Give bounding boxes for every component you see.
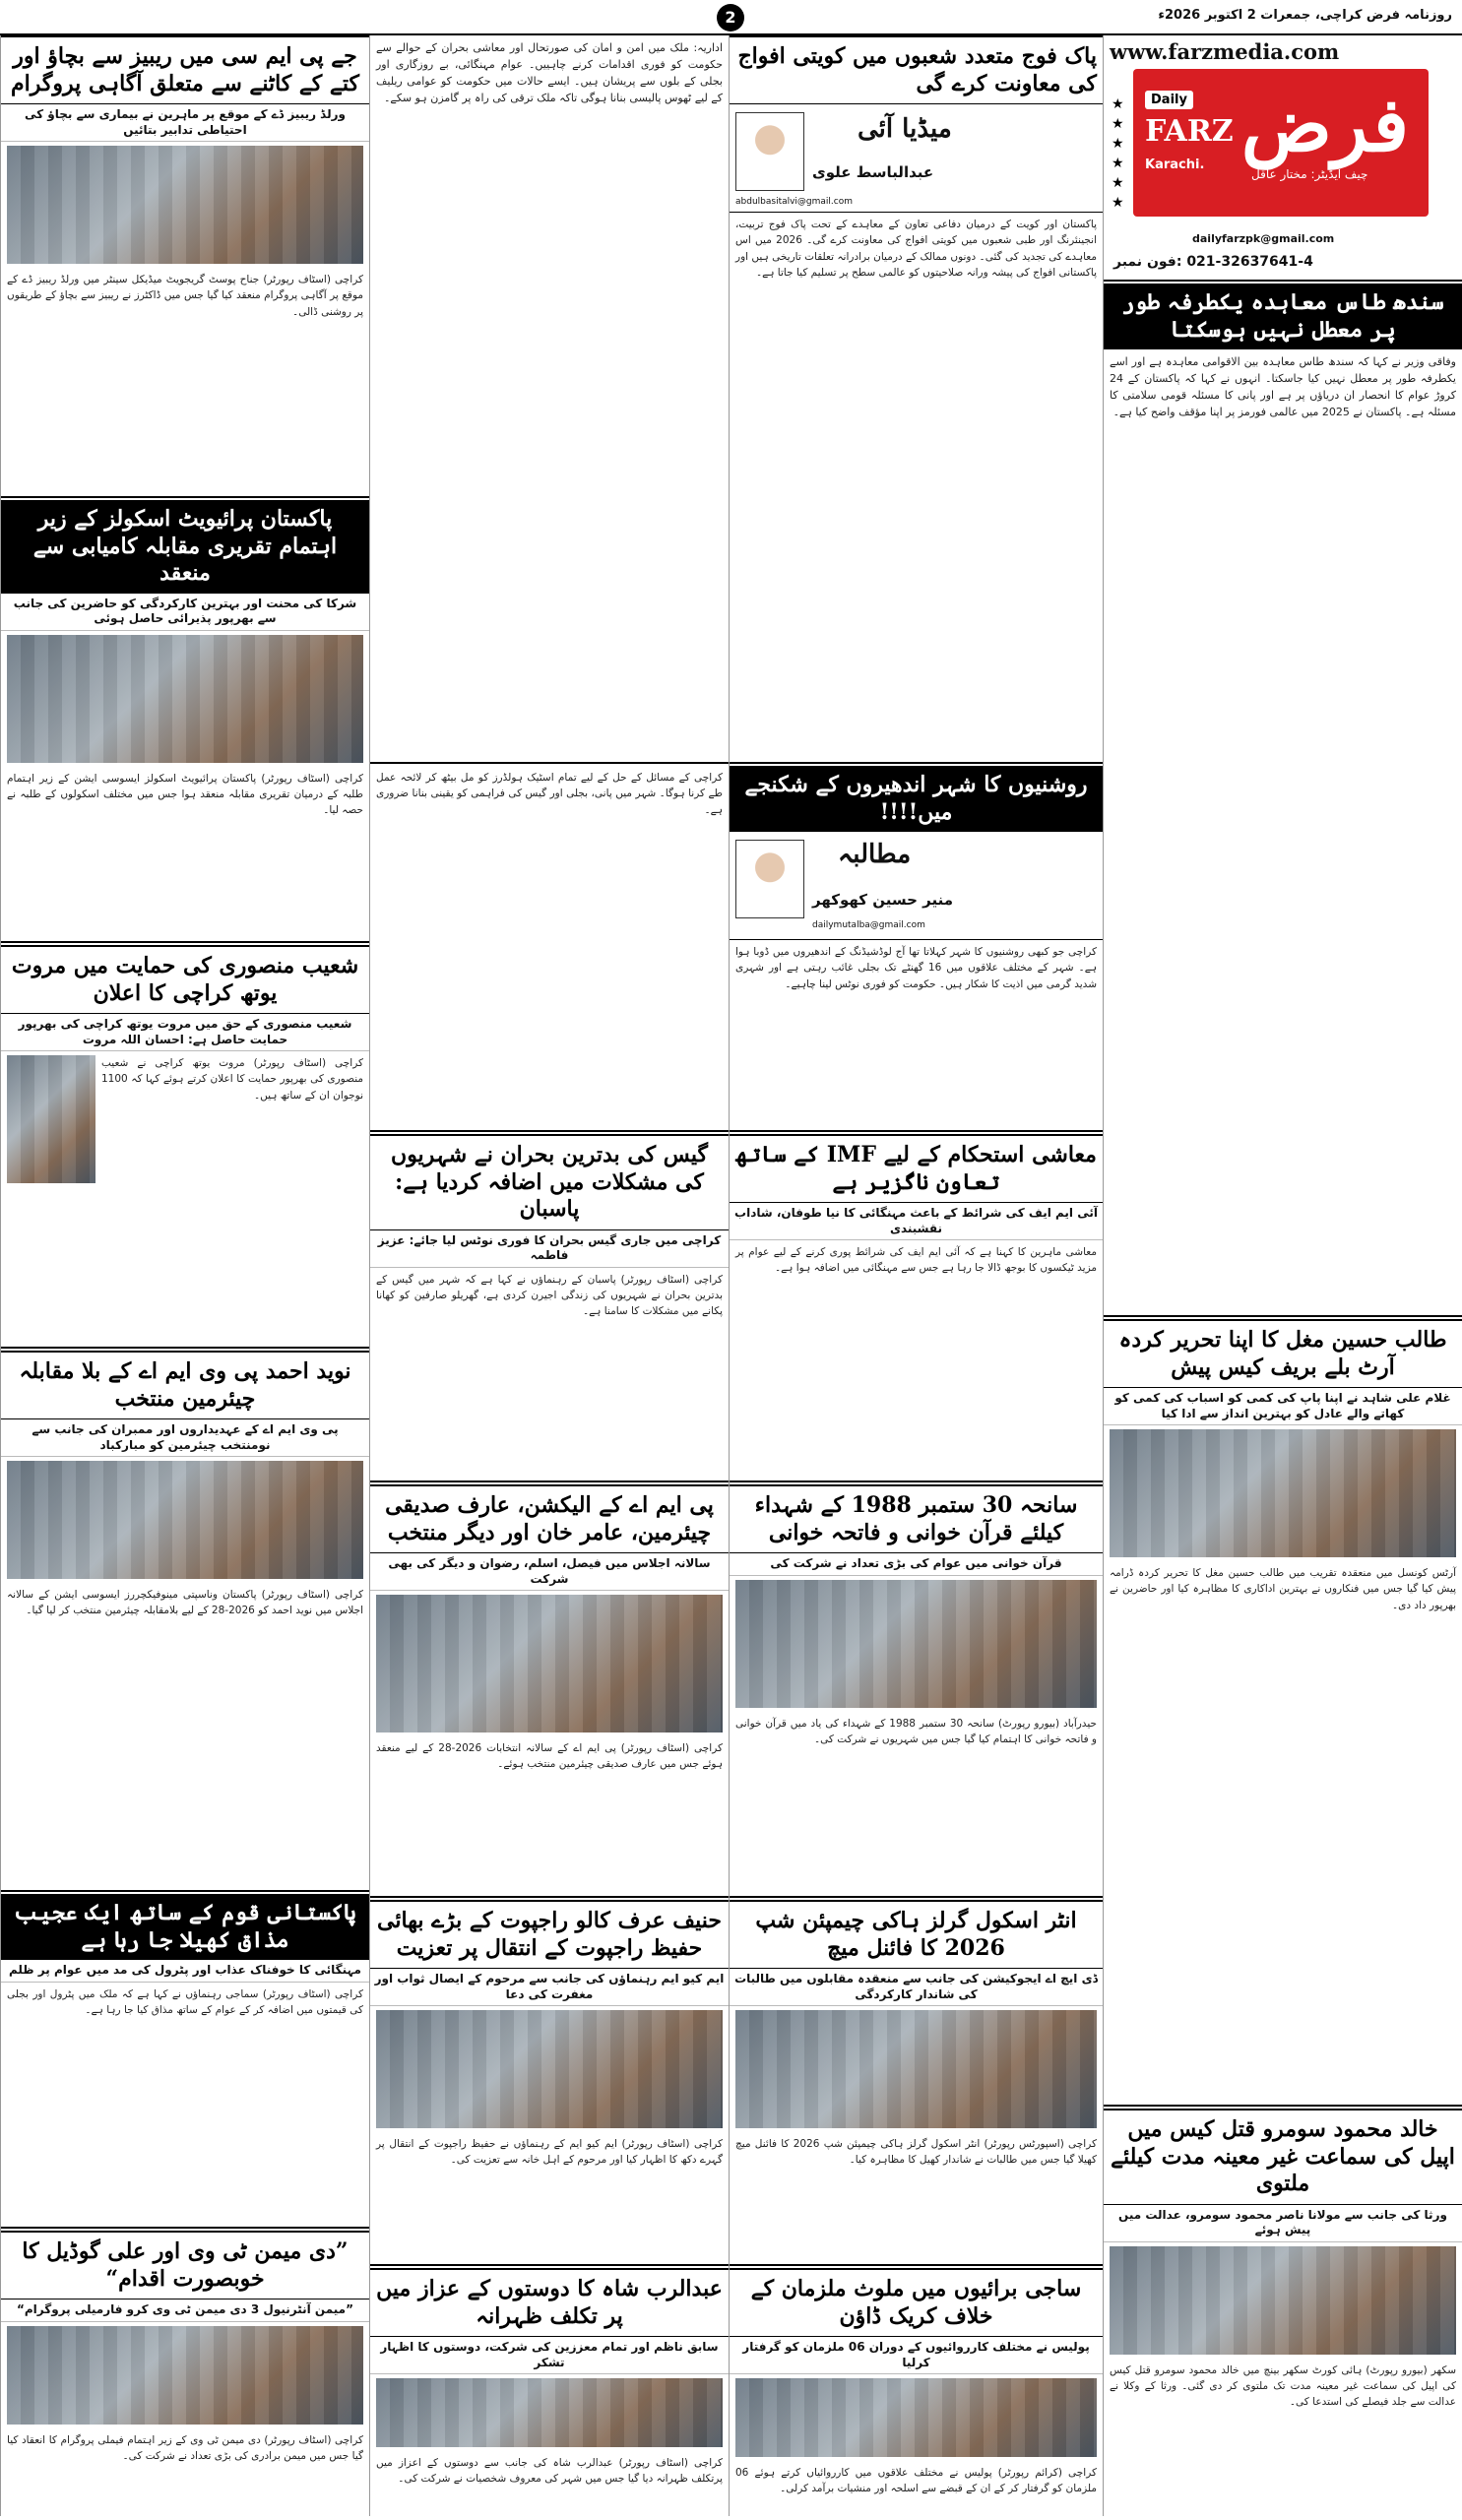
story-city-lights: [730, 766, 1103, 1132]
story-pvma-chairman: [1, 1351, 369, 1892]
story-indus-treaty: [1104, 284, 1462, 1317]
story-crackdown: [730, 2268, 1103, 2516]
issue-date: روزنامہ فرض کراچی، جمعرات 2 اکتوبر 2026ء: [1158, 8, 1452, 23]
columnist-name: عبدالباسط علوی: [812, 163, 934, 181]
masthead-phone: 021-32637641-4 :فون نمبر: [1113, 254, 1313, 270]
story-body: پاکستان اور کویت کے درمیان دفاعی تعاون کے معاہدے کے تحت پاک فوج تربیت، انجینئرنگ اور طبی شعبوں میں کویتی افواج کی معاونت کرے گی۔ 2026 میں اس معاہدے کی تجدید کی گئی۔ دونوں ممالک کے درمیان برادرانہ تعلقات تاریخی ہیں اور پاکستانی افواج کی پیشہ ورانہ صلاحیتوں کو عالمی سطح پر تسلیم کیا جاتا ہے۔: [735, 219, 1097, 279]
story-imf: [730, 1134, 1103, 1482]
story-body: کراچی (اسٹاف رپورٹر) سماجی رہنماؤں نے کہا ہے کہ ملک میں پٹرول اور بجلی کی قیمتوں میں اضافہ کر کے عوام کے ساتھ مذاق کیا جا رہا ہے۔: [7, 1987, 363, 2016]
headline: روشنیوں کا شہر اندھیروں کے شکنجے میں!!!!: [730, 766, 1103, 832]
logo-city: Karachi.: [1145, 158, 1205, 172]
news-photo: [7, 1461, 363, 1579]
columnist-box: [730, 832, 1103, 940]
subheadline: ”میمن آنٹرنیول 3 دی میمن ٹی وی کرو فارمیلی پروگرام“: [1, 2300, 369, 2322]
subheadline: قرآن خوانی میں عوام کی بڑی تعداد نے شرکت کی: [730, 1553, 1103, 1576]
story-body: کراچی (اسٹاف رپورٹر) ایم کیو ایم کے رہنماؤں نے حفیظ راجپوت کے انتقال پر گہرے دکھ کا اظہار کیا اور مرحوم کے اہل خانہ سے تعزیت کی۔: [376, 2138, 723, 2167]
opinion-column: [370, 35, 729, 764]
columnist-photo: [735, 112, 804, 191]
story-body: کراچی (اسٹاف رپورٹر) پی ایم اے کے سالانہ انتخابات 2026-28 کے لیے منعقد ہوئے جس میں عارف صدیقی چیئرمین منتخب ہوئے۔: [376, 1742, 723, 1771]
column-title: مطالبہ: [838, 840, 912, 869]
news-photo: [735, 2378, 1097, 2457]
columnist-photo: [735, 840, 804, 918]
story-condolence: [370, 1900, 729, 2266]
star-icons: ★ ★ ★ ★ ★ ★: [1112, 96, 1124, 211]
headline: پاک فوج متعدد شعبوں میں کویتی افواج کی معاونت کرے گی: [730, 35, 1103, 104]
story-body: کراچی (اسٹاف رپورٹر) پاسبان کے رہنماؤں نے کہا ہے کہ شہر میں گیس کے بدترین بحران نے شہریوں کی زندگی اجیرن کردی ہے، گھریلو صارفین کو کھانا پکانے میں مشکلات کا سامنا ہے۔: [376, 1273, 723, 1318]
headline: عبدالرب شاہ کا دوستوں کے عزاز میں پر تکلف ظہرانہ: [370, 2268, 729, 2337]
headline: جے پی ایم سی میں ریبیز سے بچاؤ اور کتے کے کاٹنے سے متعلق آگاہی پروگرام: [1, 35, 369, 104]
story-court: [1104, 2109, 1462, 2516]
column-title: میڈیا آئی: [858, 114, 952, 144]
story-luncheon: [370, 2268, 729, 2516]
logo-name: FARZ: [1145, 114, 1234, 149]
headline: ”دی میمن ٹی وی اور علی گوڈیل کا خوبصورت اقدام“: [1, 2231, 369, 2300]
story-body: کراچی (اسپورٹس رپورٹر) انٹر اسکول گرلز ہاکی چیمپئن شپ 2026 کا فائنل میچ کھیلا گیا جس میں طالبات نے شاندار کھیل کا مظاہرہ کیا۔: [735, 2138, 1098, 2167]
news-photo: [7, 2326, 363, 2425]
subheadline: شرکا کی محنت اور بہترین کارکردگی کو حاضرین کی جانب سے بھرپور پذیرائی حاصل ہوئی: [1, 594, 369, 631]
news-photo: [376, 2378, 723, 2447]
story-body: کراچی (اسٹاف رپورٹر) جناح پوسٹ گریجویٹ میڈیکل سینٹر میں ورلڈ ریبیز ڈے کے موقع پر آگاہی پروگرام منعقد کیا گیا جس میں ڈاکٹرز نے ریبیز سے بچاؤ کے طریقوں پر روشنی ڈالی۔: [7, 274, 363, 318]
columnist-demand: [730, 832, 1103, 940]
subheadline: کراچی میں جاری گیس بحران کا فوری نوٹس لیا جائے: عزیز فاطمہ: [370, 1230, 729, 1268]
subheadline: آئی ایم ایف کی شرائط کے باعث مہنگائی کا نیا طوفان، شاداب نقشبندی: [730, 1203, 1103, 1240]
news-photo: [7, 1055, 95, 1183]
story-art-play: [1104, 1319, 1462, 2107]
opinion-body: اداریہ: ملک میں امن و امان کی صورتحال اور معاشی بحران کے حوالے سے حکومت کو فوری اقدامات کرنے چاہییں۔ عوام مہنگائی، بے روزگاری اور بجلی کے بلوں سے پریشان ہیں۔ ایسے حالات میں حکومت کو عوامی ریلیف کے لیے ٹھوس پالیسی بنانا ہوگی تاکہ ملک ترقی کی راہ پر گامزن ہو سکے۔: [376, 41, 723, 105]
headline: حنیف عرف کالو راجپوت کے بڑے بھائی حفیظ راجپوت کے انتقال پر تعزیت: [370, 1900, 729, 1969]
story-hockey: [730, 1900, 1103, 2266]
opinion-body: کراچی کے مسائل کے حل کے لیے تمام اسٹیک ہولڈرز کو مل بیٹھ کر لائحہ عمل طے کرنا ہوگا۔ شہر میں پانی، بجلی اور گیس کی فراہمی کو یقینی بنانا ضروری ہے۔: [376, 772, 723, 816]
subheadline: مہنگائی کا خوفناک عذاب اور پٹرول کی مد میں عوام پر ظلم: [1, 1960, 369, 1983]
news-photo: [7, 635, 363, 763]
story-rabies: [1, 35, 369, 498]
headline: انٹر اسکول گرلز ہاکی چیمپئن شپ 2026 کا فائنل میچ: [730, 1900, 1103, 1969]
logo-urdu: فرض: [1240, 81, 1409, 168]
masthead: [1104, 35, 1462, 282]
story-army-kuwait: [730, 35, 1103, 764]
subheadline: ڈی ایچ اے ایجوکیشن کی جانب سے منعقدہ مقابلوں میں طالبات کی شاندار کارکردگی: [730, 1969, 1103, 2006]
subheadline: غلام علی شاہد نے اپنا پاپ کی کمی کو اسباب کی کمی کو کھاتے والے عادل کو بہترین انداز سے ادا کیا: [1104, 1388, 1462, 1425]
news-photo: [1110, 1429, 1456, 1557]
story-body: وفاقی وزیر نے کہا کہ سندھ طاس معاہدہ بین الاقوامی معاہدہ ہے اور اسے یکطرفہ طور پر معطل نہیں کیا جاسکتا۔ انہوں نے کہا کہ پاکستان کے 24 کروڑ عوام کا انحصار ان دریاؤں پر ہے اور پانی کا مسئلہ قومی سلامتی کا مسئلہ ہے۔ پاکستان نے 2025 میں عالمی فورمز پر اپنا مؤقف واضح کیا ہے۔: [1110, 355, 1456, 419]
story-body: آرٹس کونسل میں منعقدہ تقریب میں طالب حسین مغل کا تحریر کردہ ڈرامہ پیش کیا گیا جس میں فنکاروں نے بہترین اداکاری کا مظاہرہ کیا اور حاضرین نے بھرپور داد دی۔: [1110, 1567, 1456, 1611]
columnist-box: [730, 104, 1103, 213]
news-photo: [1110, 2246, 1456, 2355]
story-memon-tv: [1, 2231, 369, 2516]
headline: سندھ طاس معاہدہ یکطرفہ طور پر معطل نہیں ہوسکتا: [1104, 284, 1462, 349]
story-body: کراچی (اسٹاف رپورٹر) عبدالرب شاہ کی جانب سے دوستوں کے اعزاز میں پرتکلف ظہرانہ دیا گیا جس میں شہر کی معروف شخصیات نے شرکت کی۔: [376, 2457, 723, 2486]
subheadline: سالانہ اجلاس میں فیصل، اسلم، رضوان و دیگر کی بھی شرکت: [370, 1553, 729, 1591]
headline: پاکستانی قوم کے ساتھ ایک عجیب مذاق کھیلا جا رہا ہے: [1, 1894, 369, 1960]
logo-daily: Daily: [1145, 91, 1193, 109]
story-body: حیدرآباد (بیورو رپورٹ) سانحہ 30 ستمبر 1988 کے شہداء کی یاد میں قرآن خوانی و فاتحہ خوانی کا اہتمام کیا گیا جس میں شہریوں نے شرکت کی۔: [735, 1717, 1097, 1745]
subheadline: پی وی ایم اے کے عہدیداروں اور ممبران کی جانب سے نومنتخب چیئرمین کو مبارکباد: [1, 1419, 369, 1457]
headline: معاشی استحکام کے لیے IMF کے ساتھ تعاون ناگزیر ہے: [730, 1134, 1103, 1203]
headline: شعیب منصوری کی حمایت میں مروت یوتھ کراچی کا اعلان: [1, 945, 369, 1014]
story-gas-crisis: [370, 1134, 729, 1482]
story-body: کراچی (اسٹاف رپورٹر) پاکستان وناسپتی مینوفیکچررز ایسوسی ایشن کے سالانہ اجلاس میں نوید احمد کو 2026-28 کے لیے بلامقابلہ چیئرمین منتخب کر لیا گیا۔: [7, 1589, 363, 1617]
story-body: کراچی جو کبھی روشنیوں کا شہر کہلاتا تھا آج لوڈشیڈنگ کے اندھیروں میں ڈوبا ہوا ہے۔ شہر کے مختلف علاقوں میں 16 گھنٹے تک بجلی غائب رہتی ہے اور شہری شدید گرمی میں اذیت کا شکار ہیں۔ حکومت کو فوری نوٹس لینا چاہیے۔: [735, 946, 1097, 990]
story-joke: [1, 1894, 369, 2229]
headline: نوید احمد پی وی ایم اے کے بلا مقابلہ چیئرمین منتخب: [1, 1351, 369, 1419]
story-body: کراچی (کرائم رپورٹر) پولیس نے مختلف علاقوں میں کارروائیاں کرتے ہوئے 06 ملزمان کو گرفتار کر کے ان کے قبضے سے اسلحہ اور منشیات برآمد کرلی۔: [735, 2467, 1097, 2495]
column-right: [1103, 35, 1462, 2516]
story-marwat-youth: [1, 945, 369, 1349]
headline: گیس کی بدترین بحران نے شہریوں کی مشکلات میں اضافہ کردیا ہے: پاسبان: [370, 1134, 729, 1230]
page-number: 2: [717, 4, 744, 32]
subheadline: شعیب منصوری کے حق میں مروت یوتھ کراچی کی بھرپور حمایت حاصل ہے: احسان اللہ مروت: [1, 1014, 369, 1051]
column-center-left: [369, 35, 729, 2516]
story-body: کراچی (اسٹاف رپورٹر) پاکستان پرائیویٹ اسکولز ایسوسی ایشن کے زیر اہتمام طلبہ کے درمیان تقریری مقابلہ منعقد ہوا جس میں مختلف اسکولوں کے طلبہ نے حصہ لیا۔: [7, 772, 363, 817]
story-body: کراچی (اسٹاف رپورٹر) دی میمن ٹی وی کے زیر اہتمام فیملی پروگرام کا انعقاد کیا گیا جس میں میمن برادری کی بڑی تعداد نے شرکت کی۔: [7, 2433, 363, 2462]
columnist-email[interactable]: abdulbasitalvi@gmail.com: [735, 197, 854, 207]
news-photo: [376, 2010, 723, 2128]
subheadline: سابق ناظم اور تمام معززین کی شرکت، دوستوں کا اظہار تشکر: [370, 2337, 729, 2374]
subheadline: ورثا کی جانب سے مولانا ناصر محمود سومرو، عدالت میں پیش ہوئے: [1104, 2205, 1462, 2242]
headline: طالب حسین مغل کا اپنا تحریر کردہ آرٹ بلے بریف کیس پیش: [1104, 1319, 1462, 1388]
story-body: سکھر (بیورو رپورٹ) ہائی کورٹ سکھر بینچ میں خالد محمود سومرو قتل کیس کی اپیل کی سماعت غیر معینہ مدت تک ملتوی کر دی گئی۔ ورثا کے وکلا نے عدالت سے جلد فیصلے کی استدعا کی۔: [1110, 2363, 1456, 2409]
news-photo: [376, 1595, 723, 1732]
website-url[interactable]: www.farzmedia.com: [1110, 39, 1340, 64]
column-left: [0, 35, 369, 2516]
column-center-right: [729, 35, 1103, 2516]
story-body: معاشی ماہرین کا کہنا ہے کہ آئی ایم ایف کی شرائط پوری کرنے کے لیے عوام پر مزید ٹیکسوں کا بوجھ ڈالا جا رہا ہے جس سے مہنگائی میں اضافہ ہوا ہے۔: [735, 1246, 1097, 1275]
headline: سانحہ 30 ستمبر 1988 کے شہداء کیلئے قرآن خوانی و فاتحہ خوانی: [730, 1484, 1103, 1553]
columnist-media-eye: [730, 104, 1103, 213]
columnist-name: منیر حسین کھوکھر: [812, 891, 953, 909]
story-pma-elections: [370, 1484, 729, 1898]
subheadline: ایم کیو ایم رہنماؤں کی جانب سے مرحوم کے ایصال ثواب اور مغفرت کی دعا: [370, 1969, 729, 2006]
headline: پی ایم اے کے الیکشن، عارف صدیقی چیئرمین، عامر خان اور دیگر منتخب: [370, 1484, 729, 1553]
newspaper-logo: [1133, 69, 1429, 217]
opinion-column-2: [370, 766, 729, 1132]
masthead-email[interactable]: dailyfarzpk@gmail.com: [1192, 232, 1335, 245]
chief-editor: چیف ایڈیٹر: مختار عاقل: [1251, 167, 1368, 181]
news-photo: [735, 1580, 1097, 1708]
columnist-email[interactable]: dailymutalba@gmail.com: [812, 920, 925, 930]
news-photo: [7, 146, 363, 264]
story-speech-contest: [1, 500, 369, 943]
headline: خالد محمود سومرو قتل کیس میں اپیل کی سماعت غیر معینہ مدت کیلئے ملتوی: [1104, 2109, 1462, 2205]
story-tragedy: [730, 1484, 1103, 1898]
headline: پاکستان پرائیویٹ اسکولز کے زیر اہتمام تقریری مقابلہ کامیابی سے منعقد: [1, 500, 369, 594]
subheadline: پولیس نے مختلف کارروائیوں کے دوران 06 ملزمان کو گرفتار کرلیا: [730, 2337, 1103, 2374]
page-header: [0, 0, 1462, 35]
news-photo: [735, 2010, 1097, 2128]
subheadline: ورلڈ ریبیز ڈے کے موقع پر ماہرین نے بیماری سے بچاؤ کی احتیاطی تدابیر بتائیں: [1, 104, 369, 142]
headline: ساجی برائیوں میں ملوث ملزمان کے خلاف کریک ڈاؤن: [730, 2268, 1103, 2337]
story-body: کراچی (اسٹاف رپورٹر) مروت یوتھ کراچی نے شعیب منصوری کی بھرپور حمایت کا اعلان کرتے ہوئے کہا کہ 1100 نوجوان ان کے ساتھ ہیں۔: [101, 1057, 363, 1102]
